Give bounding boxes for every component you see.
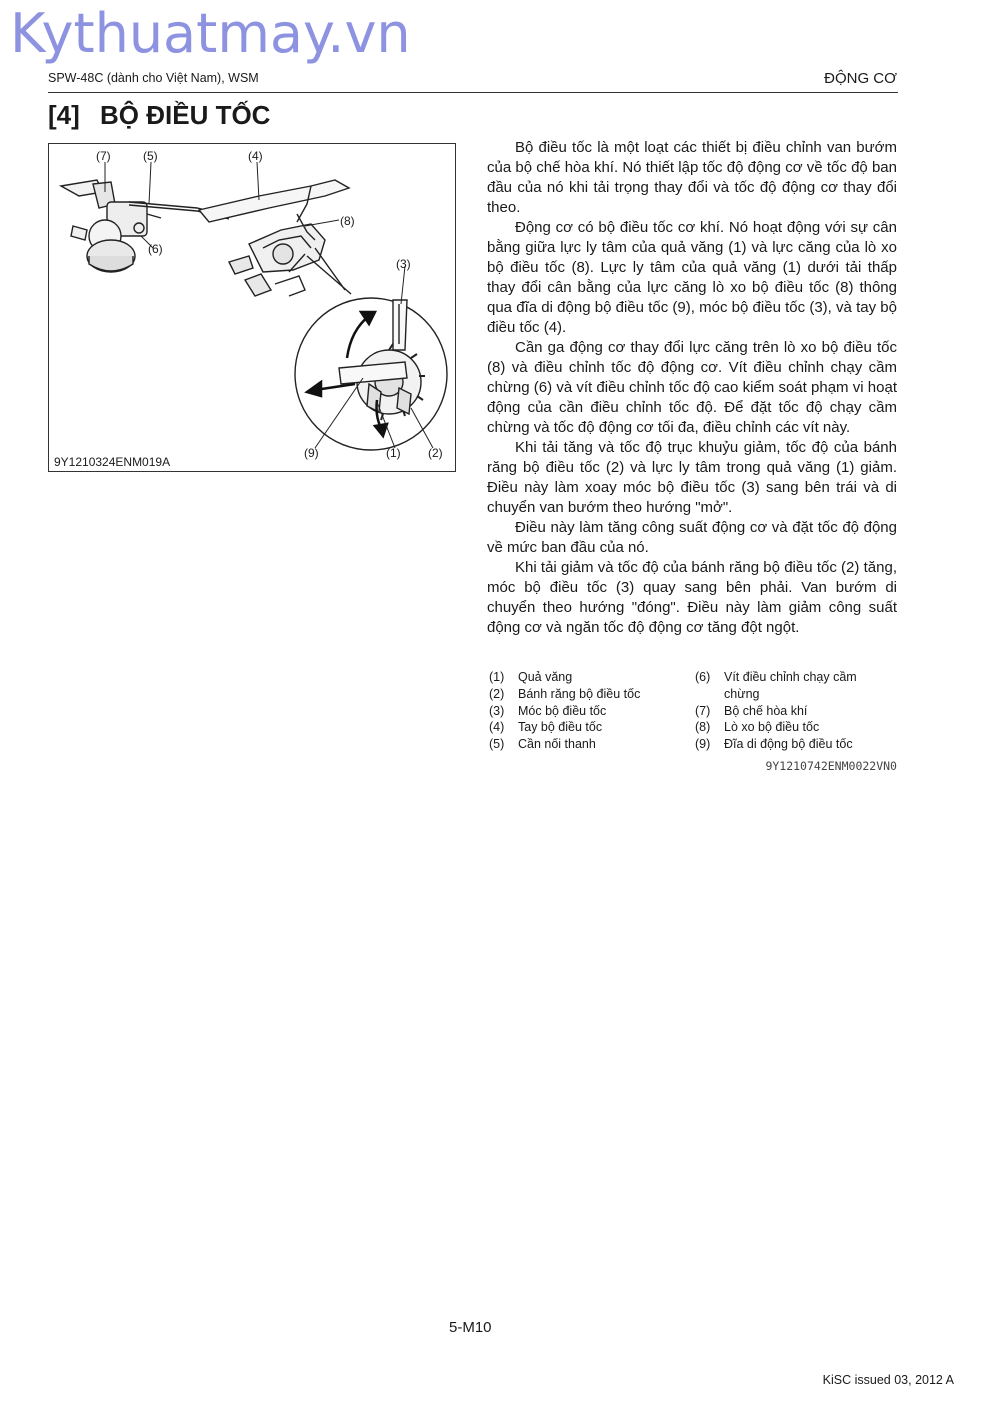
legend-text: Móc bộ điều tốc xyxy=(518,703,607,718)
legend-text: Cần nối thanh xyxy=(518,737,596,752)
legend-item xyxy=(695,719,895,736)
legend-column-right xyxy=(695,669,895,753)
legend-text: Đĩa di động bộ điều tốc xyxy=(724,737,853,752)
legend-number: (4) xyxy=(489,720,505,735)
header-chapter: ĐỘNG CƠ xyxy=(824,70,897,87)
governor-figure xyxy=(48,143,456,472)
callout-1: (1) xyxy=(386,446,401,460)
callout-2: (2) xyxy=(428,446,443,460)
legend-number: (8) xyxy=(695,720,711,735)
figure-code: 9Y1210324ENM019A xyxy=(54,455,171,469)
legend-column-left xyxy=(489,669,689,753)
legend-item xyxy=(695,669,895,703)
section-title-text: BỘ ĐIỀU TỐC xyxy=(100,100,271,130)
paragraph: Động cơ có bộ điều tốc cơ khí. Nó hoạt động với sự cân bằng giữa lực ly tâm của quả văng (1) và lực căng của lò xo bộ điều tốc (8). Lực ly tâm của quả văng (1) dưới tải thấp thay đổi cân bằng của lực căng lò xo bộ điều tốc (8) thông qua đĩa di động bộ điều tốc (9), móc bộ điều tốc (3), và tay bộ điều tốc (4). xyxy=(487,219,897,336)
header-model: SPW-48C (dành cho Việt Nam), WSM xyxy=(48,71,259,85)
page-number: 5-M10 xyxy=(449,1319,492,1336)
governor-illustration xyxy=(49,144,457,473)
paragraph: Khi tải giảm và tốc độ của bánh răng bộ điều tốc (2) tăng, móc bộ điều tốc (3) quay sang bên phải. Van bướm di chuyển theo hướng "đóng". Điều này làm giảm công suất động cơ và ngăn tốc độ động cơ tăng đột ngột. xyxy=(487,559,897,636)
callout-6: (6) xyxy=(148,242,163,256)
callout-8: (8) xyxy=(340,214,355,228)
legend-text: Bánh răng bộ điều tốc xyxy=(518,686,641,701)
legend-number: (6) xyxy=(695,670,711,684)
callout-9: (9) xyxy=(304,446,319,460)
legend-item xyxy=(695,703,895,720)
paragraph: Cần ga động cơ thay đổi lực căng trên lò xo bộ điều tốc (8) và điều chỉnh tốc độ động cơ. Vít điều chỉnh chạy cầm chừng (6) và vít điều chỉnh tốc độ cao kiểm soát phạm vi hoạt động của cần điều chỉnh tốc độ. Để đặt tốc độ chạy cầm chừng và tốc độ động cơ tối đa, điều chỉnh các vít này. xyxy=(487,339,897,436)
legend-number: (9) xyxy=(695,737,711,752)
callout-3: (3) xyxy=(396,257,411,271)
reference-code: 9Y1210742ENM0022VN0 xyxy=(765,759,897,773)
callout-7: (7) xyxy=(96,149,111,163)
legend-item xyxy=(695,736,895,753)
callout-5: (5) xyxy=(143,149,158,163)
legend-number: (1) xyxy=(489,670,505,684)
paragraph: Khi tải tăng và tốc độ trục khuỷu giảm, tốc độ của bánh răng bộ điều tốc (2) và lực ly tâm trong quả văng (1) giảm. Điều này làm xoay móc bộ điều tốc (3) sang bên trái và di chuyển van bướm theo hướng "mở". xyxy=(487,439,897,516)
paragraph: Bộ điều tốc là một loạt các thiết bị điều chỉnh van bướm của bộ chế hòa khí. Nó thiết lập tốc độ động cơ về tốc độ ban đầu của nó khi tải trọng thay đổi và tốc độ động cơ thay đổi theo. xyxy=(487,139,897,216)
issue-footer: KiSC issued 03, 2012 A xyxy=(822,1373,954,1387)
watermark-logo: Kythuatmay.vn xyxy=(10,2,411,65)
paragraph: Điều này làm tăng công suất động cơ và đặt tốc độ động về mức ban đầu của nó. xyxy=(487,519,897,556)
legend-number: (3) xyxy=(489,703,505,718)
legend-text: Vít điều chỉnh chạy cầm chừng xyxy=(724,670,857,701)
legend-text: Quả văng xyxy=(518,670,573,684)
legend-item xyxy=(489,686,689,703)
legend-item xyxy=(489,719,689,736)
legend-text: Tay bộ điều tốc xyxy=(518,720,603,735)
legend-number: (5) xyxy=(489,737,505,752)
legend-item xyxy=(489,736,689,753)
description-text xyxy=(487,138,897,638)
section-title xyxy=(48,100,270,131)
legend-text: Bộ chế hòa khí xyxy=(724,703,808,718)
legend-item xyxy=(489,669,689,686)
legend-number: (7) xyxy=(695,703,711,718)
header-divider xyxy=(48,92,898,93)
legend-item xyxy=(489,703,689,720)
section-number: [4] xyxy=(48,100,80,130)
legend-number: (2) xyxy=(489,686,505,701)
callout-4: (4) xyxy=(248,149,263,163)
legend-text: Lò xo bộ điều tốc xyxy=(724,720,820,735)
